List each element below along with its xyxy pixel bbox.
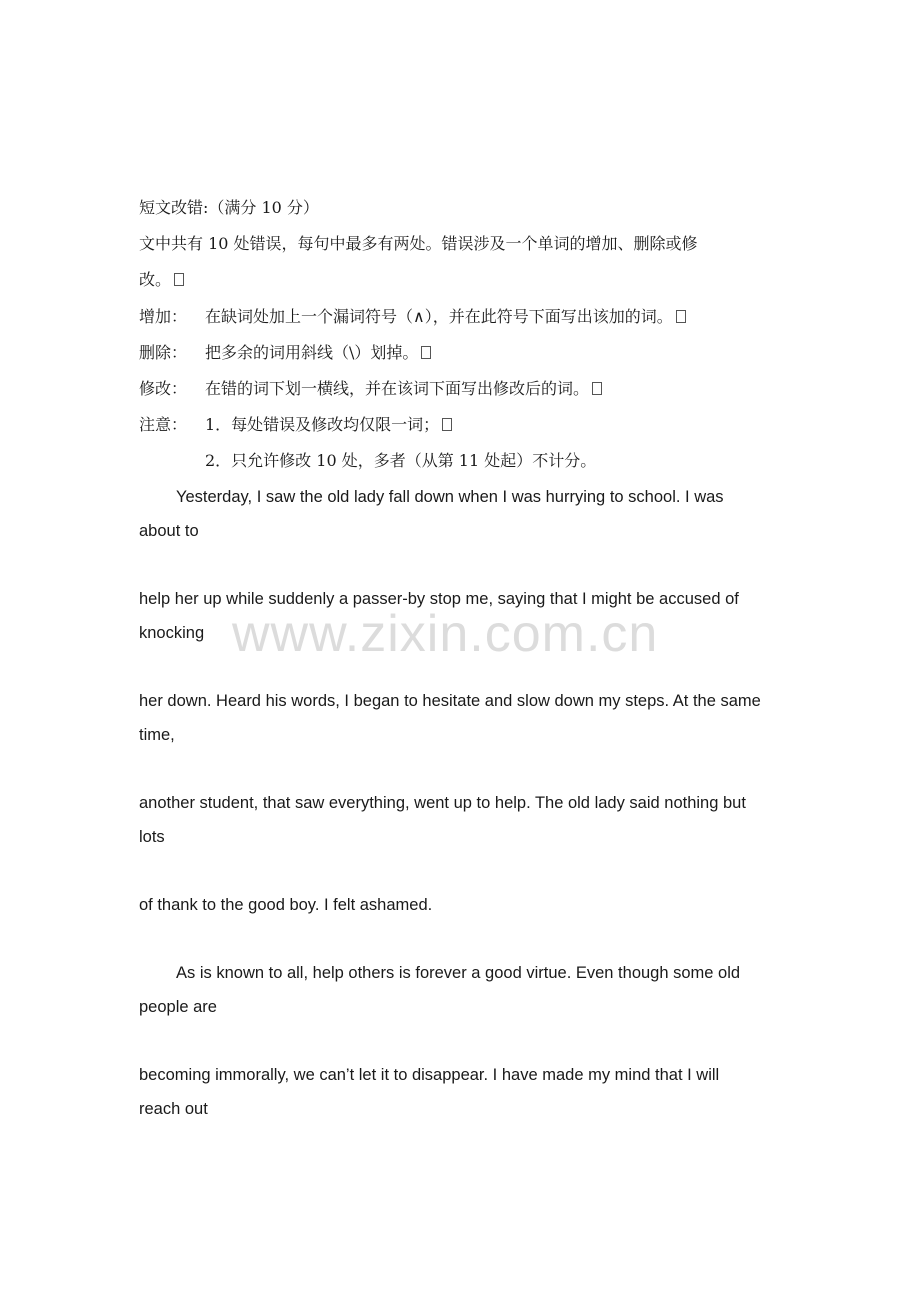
- missing-glyph-icon: [421, 346, 431, 359]
- passage-line-5: her down. Heard his words, I began to hesitate and slow down my steps. At the same: [139, 692, 761, 710]
- passage-line-2: about to: [139, 522, 199, 540]
- rule-add: [139, 306, 789, 328]
- passage-line-12: becoming immorally, we can’t let it to disappear. I have made my mind that I will: [139, 1066, 720, 1084]
- passage-line-8: lots: [139, 828, 165, 846]
- rule-modify-label: 修改：: [139, 379, 188, 398]
- rule-note-2: 2．只允许修改 10 处，多者（从第 11 处起）不计分。: [205, 451, 597, 470]
- rule-delete-text: 把多余的词用斜线（\）划掉。: [205, 343, 419, 362]
- instruction-line-2-text: 改。: [139, 270, 172, 289]
- rule-note-label: 注意：: [139, 415, 188, 434]
- passage-line-4: knocking: [139, 624, 205, 642]
- passage-line-3: help her up while suddenly a passer-by stop me, saying that I might be accused of: [139, 590, 739, 608]
- passage-line-1: Yesterday, I saw the old lady fall down when I was hurrying to school. I was: [176, 488, 724, 506]
- passage-line-6: time,: [139, 726, 175, 744]
- missing-glyph-icon: [442, 418, 452, 431]
- rule-note: [139, 414, 789, 436]
- rule-modify-text: 在错的词下划一横线，并在该词下面写出修改后的词。: [205, 379, 590, 398]
- missing-glyph-icon: [592, 382, 602, 395]
- passage-line-7: another student, that saw everything, went up to help. The old lady said nothing but: [139, 794, 746, 812]
- passage-line-9: of thank to the good boy. I felt ashamed.: [139, 896, 433, 914]
- missing-glyph-icon: [174, 273, 184, 286]
- rule-note-1: 1．每处错误及修改均仅限一词；: [205, 415, 440, 434]
- rule-delete-label: 删除：: [139, 343, 188, 362]
- passage-line-13: reach out: [139, 1100, 208, 1118]
- exercise-title: 短文改错:（满分 10 分）: [139, 198, 319, 217]
- rule-delete: [139, 342, 789, 364]
- site-watermark: www.zixin.com.cn: [232, 605, 659, 663]
- passage-line-11: people are: [139, 998, 217, 1016]
- instruction-line-2: [139, 269, 789, 291]
- rule-modify: [139, 378, 789, 400]
- rule-add-label: 增加：: [139, 307, 188, 326]
- missing-glyph-icon: [676, 310, 686, 323]
- passage-line-10: As is known to all, help others is forever a good virtue. Even though some old: [176, 964, 741, 982]
- instruction-line-1: 文中共有 10 处错误，每句中最多有两处。错误涉及一个单词的增加、删除或修: [139, 234, 698, 253]
- rule-add-text: 在缺词处加上一个漏词符号（∧），并在此符号下面写出该加的词。: [205, 307, 673, 326]
